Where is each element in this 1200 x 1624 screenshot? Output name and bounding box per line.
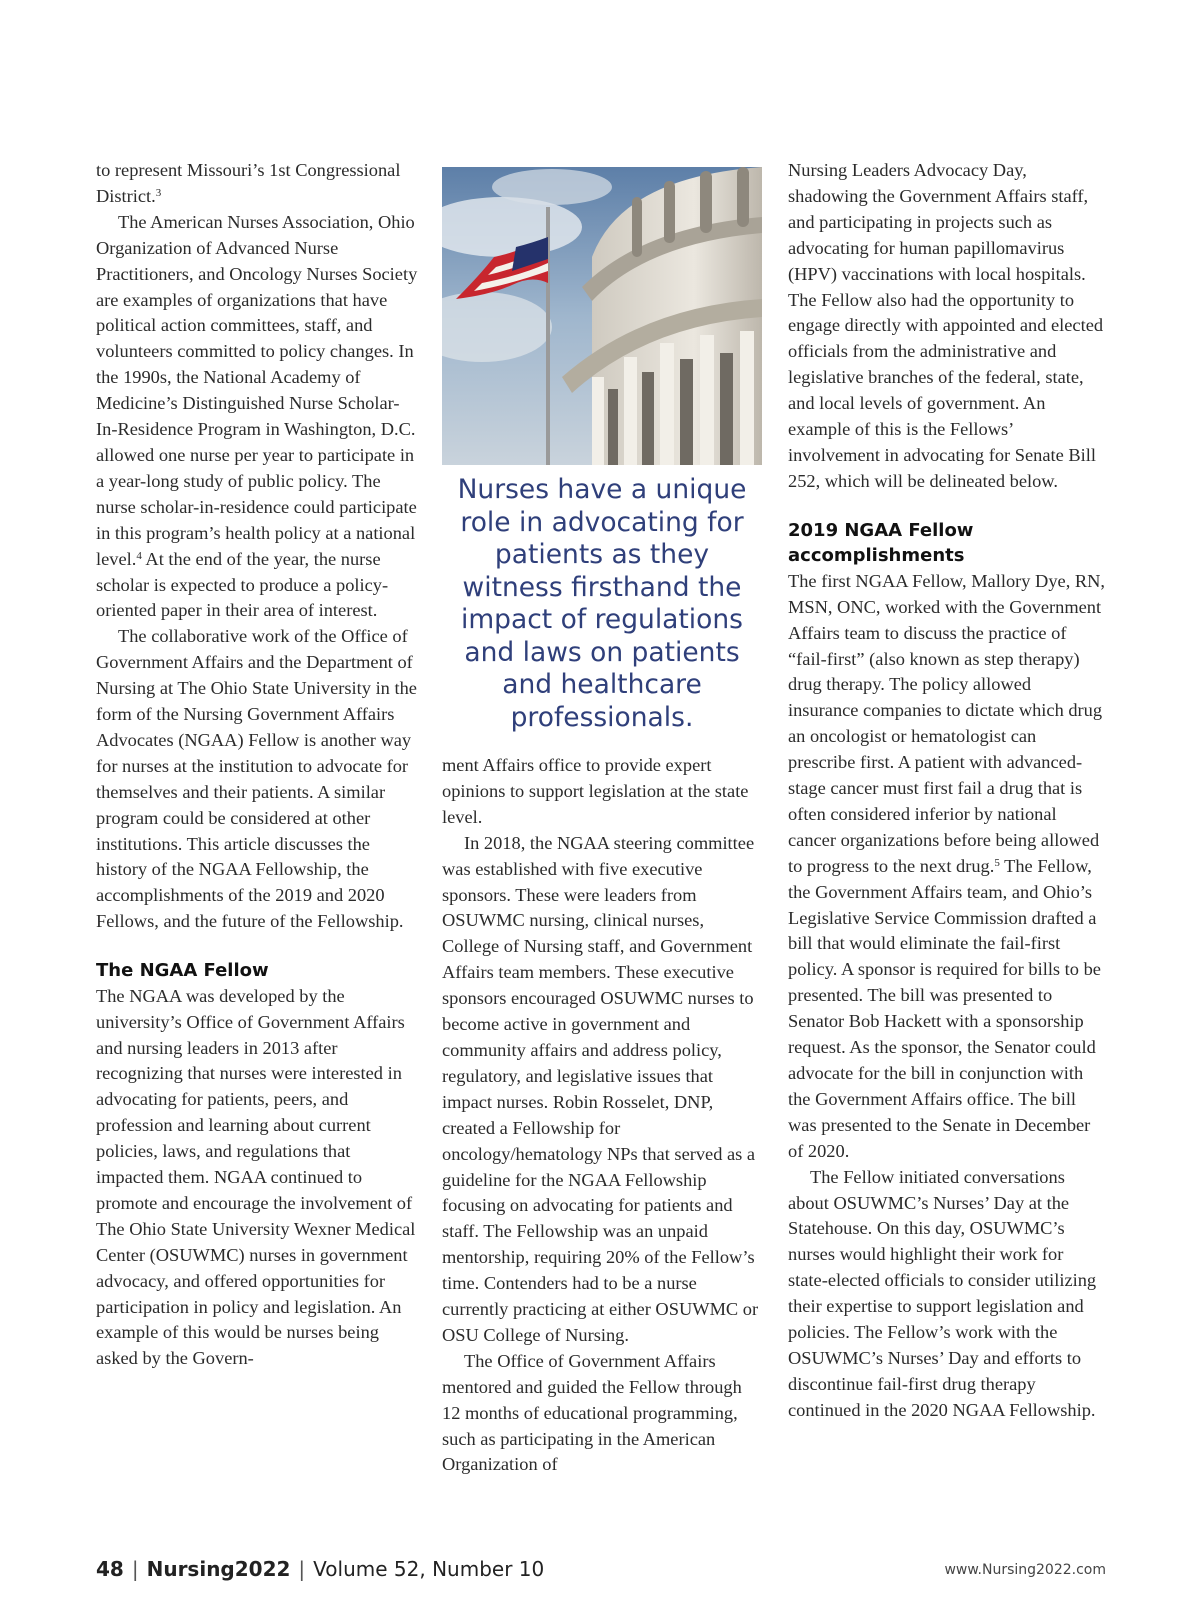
- column-2: [442, 753, 762, 1478]
- issue-info: Volume 52, Number 10: [313, 1557, 545, 1581]
- column-3: [788, 158, 1106, 1424]
- paragraph: The first NGAA Fellow, Mallory Dye, RN, MSN, ONC, worked with the Government Affairs team to discuss the practice of “fail-first” (also known as step therapy) drug therapy. The policy allowed insurance companies to dictate which drug an oncologist or hematologist can prescribe first. A patient with advanced-stage cancer must first fail a drug that is often considered inferior by national cancer organizations before being allowed to progress to the next drug.$^5$ The Fellow, the Government Affairs team, and Ohio’s Legislative Service Commission drafted a bill that would eliminate the fail-first policy. A sponsor is required for bills to be presented. The bill was presented to Senator Bob Hackett with a sponsorship request. As the sponsor, the Senator could advocate for the bill in conjunction with the Government Affairs office. The bill was presented to the Senate in December of 2020.: [788, 570, 1106, 1161]
- pull-quote: Nurses have a unique role in advocating for patients as they witness firsthand the impact of regulations and laws on patients and healthcare professionals.: [457, 474, 747, 733]
- section-heading: 2019 NGAA Fellow accomplishments: [788, 519, 974, 567]
- paragraph: ment Affairs office to provide expert opinions to support legislation at the state level.: [442, 755, 749, 827]
- paragraph: Nursing Leaders Advocacy Day, shadowing the Government Affairs staff, and participating in projects such as advocating for human papillomavirus (HPV) vaccinations with local hospitals. The Fellow also had the opportunity to engage directly with appointed and elected officials from the administrative and legislative branches of the federal, state, and local levels of government. An example of this is the Fellows’ involvement in advocating for Senate Bill 252, which will be delineated below.: [788, 160, 1104, 491]
- journal-name: Nursing2022: [146, 1557, 291, 1581]
- paragraph: The NGAA was developed by the university’s Office of Government Affairs and nursing leaders in 2013 after recognizing that nurses were interested in advocating for patients, peers, and profession and learning about current policies, laws, and regulations that impacted them. NGAA continued to promote and encourage the involvement of The Ohio State University Wexner Medical Center (OSUWMC) nurses in government advocacy, and offered opportunities for participation in policy and legislation. An example of this would be nurses being asked by the Govern-: [96, 985, 416, 1369]
- column-1: [96, 158, 418, 1372]
- page-footer: [96, 1557, 1106, 1587]
- reference-superscript: 3: [155, 186, 162, 199]
- paragraph: The collaborative work of the Office of Government Affairs and the Department of Nursing at The Ohio State University in the form of the Nursing Government Affairs Advocates (NGAA) Fellow is another way for nurses at the institution to advocate for themselves and their patients. A similar program could be considered at other institutions. This article discusses the history of the NGAA Fellowship, the accomplishments of the 2019 and 2020 Fellows, and the future of the Fellowship.: [96, 626, 417, 932]
- capitol-photo: [442, 167, 762, 465]
- paragraph: The Fellow initiated conversations about OSUWMC’s Nurses’ Day at the Statehouse. On this day, OSUWMC’s nurses would highlight their work for state-elected officials to consider utilizing their expertise to support legislation and policies. The Fellow’s work with the OSUWMC’s Nurses’ Day and efforts to discontinue fail-first drug therapy continued in the 2020 NGAA Fellowship.: [788, 1166, 1097, 1420]
- capitol-dome-image: [442, 167, 762, 465]
- paragraph: to represent Missouri’s 1st Congressional District.$^3$: [96, 160, 401, 206]
- reference-superscript: 4: [136, 549, 142, 562]
- paragraph: The American Nurses Association, Ohio Organization of Advanced Nurse Practitioners, and Oncology Nurses Society are examples of organizations that have political action committees, staff, and volunteers committed to policy changes. In the 1990s, the National Academy of Medicine’s Distinguished Nurse Scholar-In-Residence Program in Washington, D.C. allowed one nurse per year to participate in a year-long study of public policy. The nurse scholar-in-residence could participate in this program’s health policy at a national level.$^4$ At the end of the year, the nurse scholar is expected to produce a policy-oriented paper in their area of interest.: [96, 211, 418, 621]
- paragraph: The Office of Government Affairs mentored and guided the Fellow through 12 months of educational programming, such as participating in the American Organization of: [442, 1350, 742, 1475]
- page-number: 48: [96, 1557, 124, 1581]
- paragraph: In 2018, the NGAA steering committee was established with five executive sponsors. These were leaders from OSUWMC nursing, clinical nurses, College of Nursing staff, and Government Affairs team members. These executive sponsors encouraged OSUWMC nurses to become active in government and community affairs and address policy, regulatory, and legislative issues that impact nurses. Robin Rosselet, DNP, created a Fellowship for oncology/hematology NPs that served as a guideline for the NGAA Fellowship focusing on advocating for patients and staff. The Fellowship was an unpaid mentorship, requiring 20% of the Fellow’s time. Contenders had to be a nurse currently practicing at either OSUWMC or OSU College of Nursing.: [442, 832, 759, 1345]
- section-heading: The NGAA Fellow: [96, 960, 269, 982]
- journal-url: www.Nursing2022.com: [944, 1562, 1106, 1578]
- footer-separator: |: [131, 1557, 139, 1581]
- footer-left: [96, 1557, 544, 1581]
- footer-separator: |: [298, 1557, 306, 1581]
- reference-superscript: 5: [994, 856, 1000, 869]
